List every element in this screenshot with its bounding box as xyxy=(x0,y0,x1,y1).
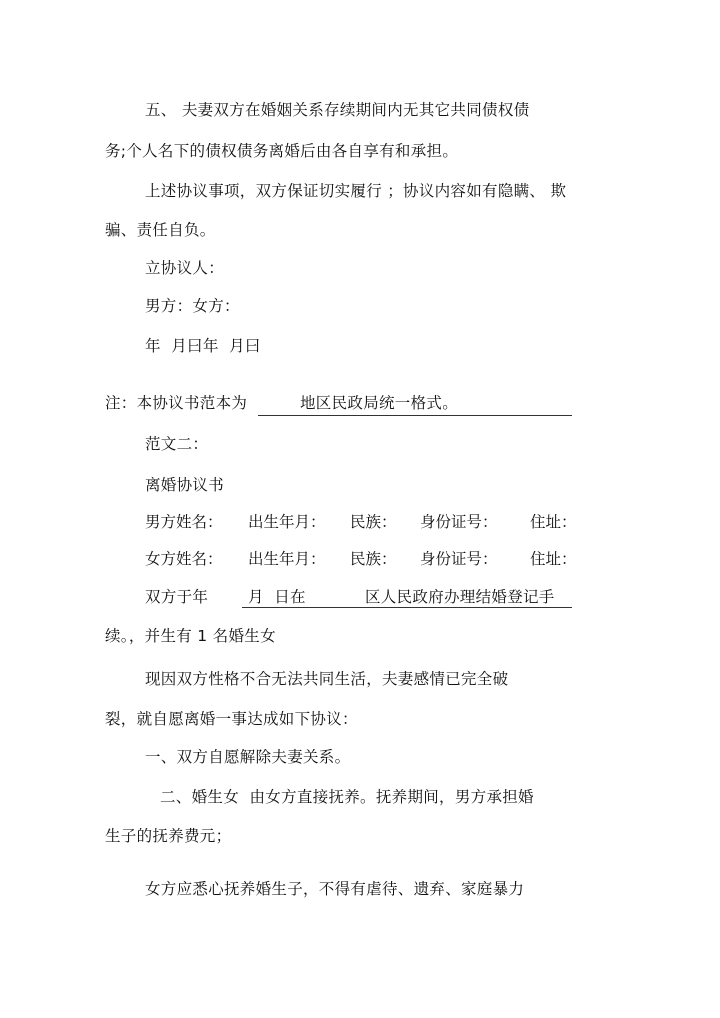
article-two-line-3: 女方应悉心抚养婚生子，不得有虐待、遗弃、家庭暴力 xyxy=(145,880,525,898)
signatories-label: 立协议人： xyxy=(145,259,225,277)
note-line-part-2: 地区民政局统一格式。 xyxy=(300,394,459,412)
date-line: 年 月曰年 月曰 xyxy=(145,337,261,355)
wife-id-label: 身份证号： xyxy=(420,550,498,568)
husband-id-label: 身份证号： xyxy=(420,513,498,531)
wife-name-label: 女方姓名： xyxy=(145,550,223,568)
agreement-title: 离婚协议书 xyxy=(145,476,225,494)
husband-ethnicity-label: 民族： xyxy=(350,513,397,531)
reason-line-1: 现因双方性格不合无法共同生活，夫妻感情已完全破 xyxy=(145,670,509,688)
guarantee-line-2: 骗、责任自负。 xyxy=(105,221,216,239)
wife-address-label: 住址： xyxy=(530,550,577,568)
wife-ethnicity-label: 民族： xyxy=(350,550,397,568)
guarantee-line-1: 上述协议事项，双方保证切实履行 ；协议内容如有隐瞒、 欺 xyxy=(145,182,567,200)
article-two-line-1: 二、婚生女 由女方直接抚养。抚养期间，男方承担婚 xyxy=(160,788,534,806)
husband-wife-label: 男方：女方： xyxy=(145,297,240,315)
article-two-line-2: 生子的抚养费元； xyxy=(105,827,232,845)
marriage-line-part-1: 双方于年 xyxy=(145,588,209,606)
husband-address-label: 住址： xyxy=(530,513,577,531)
article-one: 一、双方自愿解除夫妻关系。 xyxy=(145,748,351,766)
husband-birth-label: 出生年月： xyxy=(248,513,326,531)
clause-five-line-1: 五、 夫妻双方在婚姻关系存续期间内无其它共同债权债 xyxy=(145,101,530,119)
marriage-line-part-2: 月 日在 xyxy=(248,588,306,606)
marriage-line-continued: 续。，并生有 1 名婚生女 xyxy=(105,627,276,645)
sample-two-label: 范文二： xyxy=(145,435,209,453)
marriage-underline xyxy=(242,607,572,608)
marriage-line-part-3: 区人民政府办理结婚登记手 xyxy=(365,588,555,606)
husband-name-label: 男方姓名： xyxy=(145,513,223,531)
wife-birth-label: 出生年月： xyxy=(248,550,326,568)
note-underline xyxy=(258,415,572,416)
reason-line-2: 裂，就自愿离婚一事达成如下协议： xyxy=(105,710,358,728)
clause-five-line-2: 务;个人名下的债权债务离婚后由各自享有和承担。 xyxy=(105,142,459,160)
note-line-part-1: 注：本协议书范本为 xyxy=(105,394,248,412)
